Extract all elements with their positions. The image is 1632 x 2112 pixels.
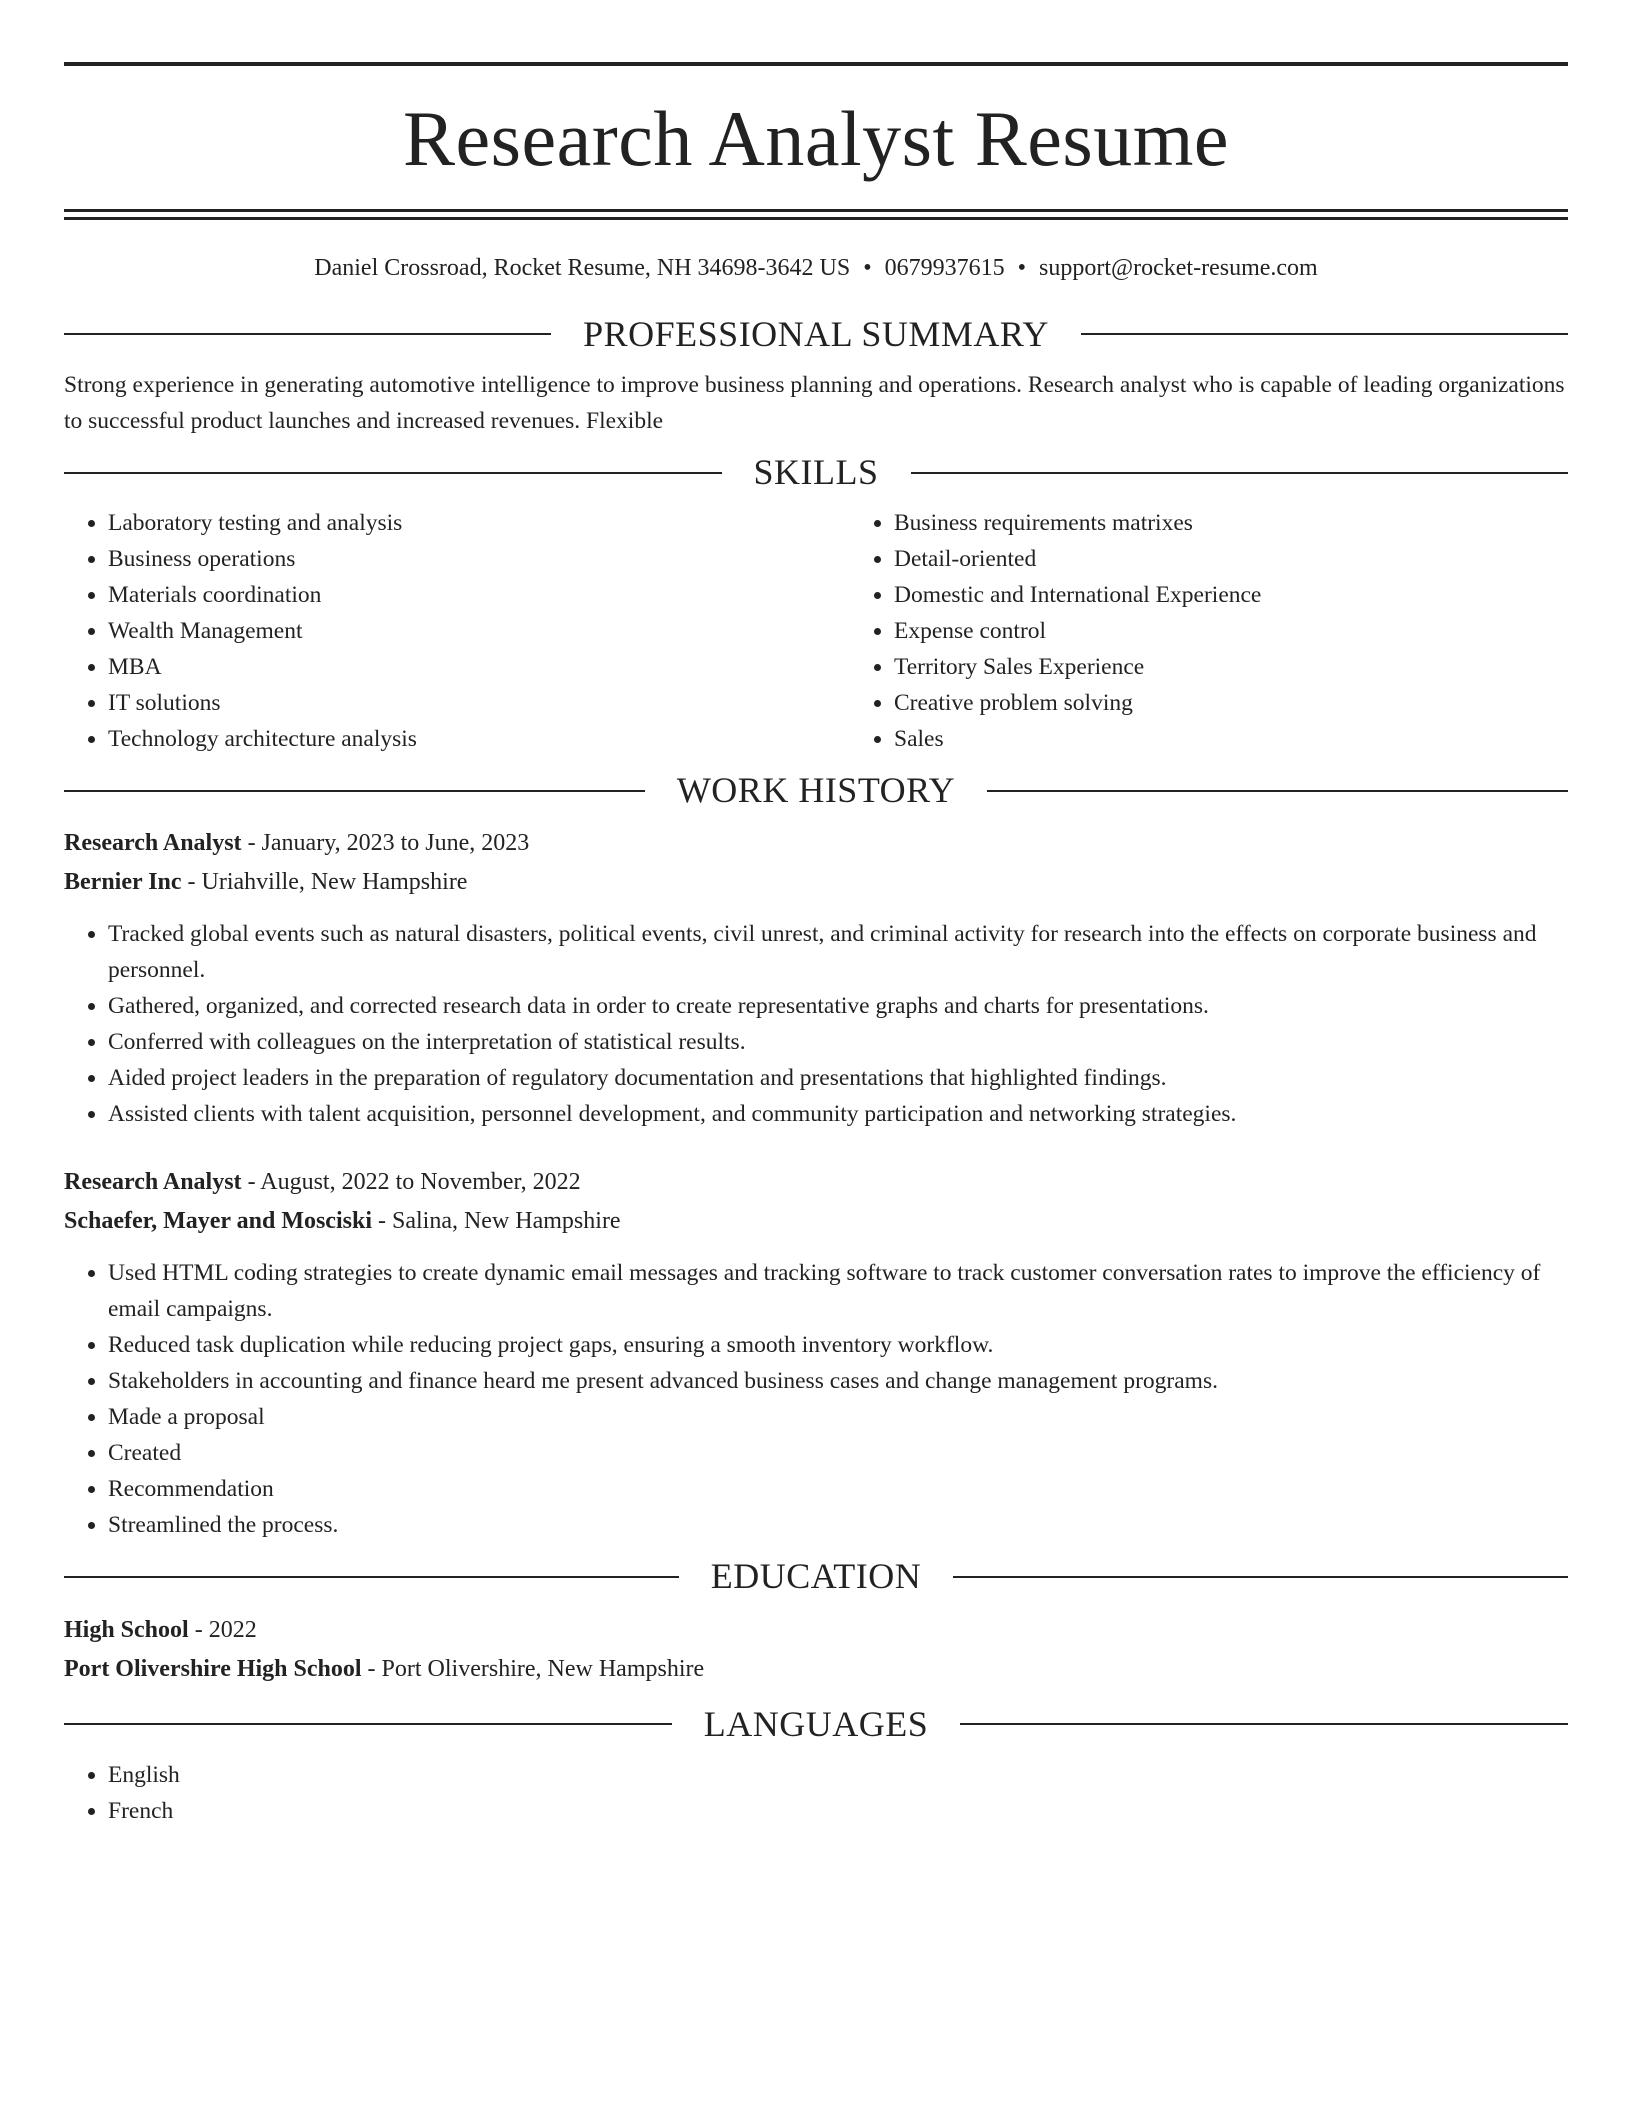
contact-phone: 0679937615	[884, 255, 1005, 281]
education-degree: High School	[64, 1616, 189, 1643]
skill-item: • Sales	[894, 721, 1568, 757]
skill-item: • Laboratory testing and analysis	[108, 505, 850, 541]
summary-text: Strong experience in generating automotive intelligence to improve business planning and operations. Research analyst who is capable of leading organizations to successful product launches and increased revenues. Flexible	[64, 371, 1565, 434]
skill-item: • Business requirements matrixes	[894, 505, 1568, 541]
job-title: Research Analyst	[64, 830, 242, 857]
heading-rule-left	[64, 472, 722, 474]
job-entry	[64, 824, 1568, 1132]
job-bullet: • Recommendation	[108, 1471, 1568, 1507]
education-degree-line	[64, 1611, 1568, 1650]
contact-line	[64, 254, 1568, 283]
heading-rule-right	[987, 790, 1568, 792]
education-heading-label: EDUCATION	[710, 1556, 922, 1597]
skill-item: • MBA	[108, 649, 850, 685]
skill-item: • Detail-oriented	[894, 541, 1568, 577]
languages-heading-label: LANGUAGES	[703, 1703, 929, 1744]
contact-address: Daniel Crossroad, Rocket Resume, NH 34698-3642 US	[314, 255, 851, 281]
job-bullet: • Reduced task duplication while reducing project gaps, ensuring a smooth inventory workflow.	[108, 1327, 1568, 1363]
skills-column-left	[64, 505, 850, 757]
skills-heading	[64, 451, 1568, 494]
skill-item: • Expense control	[894, 613, 1568, 649]
skill-item: • Materials coordination	[108, 577, 850, 613]
job-dates: - August, 2022 to November, 2022	[241, 1169, 581, 1196]
job-bullet: • Gathered, organized, and corrected research data in order to create representative graphs and charts for presentations.	[108, 988, 1568, 1024]
skill-item: • Creative problem solving	[894, 685, 1568, 721]
contact-email: support@rocket-resume.com	[1039, 255, 1318, 281]
job-company: Schaefer, Mayer and Mosciski	[64, 1208, 372, 1235]
work-heading-label: WORK HISTORY	[676, 770, 956, 811]
skill-item: • Wealth Management	[108, 613, 850, 649]
resume-title: Research Analyst Resume	[403, 95, 1229, 182]
job-company: Bernier Inc	[64, 869, 182, 896]
education-heading	[64, 1555, 1568, 1598]
contact-separator: •	[863, 255, 872, 281]
education-location: - Port Olivershire, New Hampshire	[361, 1655, 705, 1682]
job-bullet: • Assisted clients with talent acquisition, personnel development, and community participation and networking strategies.	[108, 1096, 1568, 1132]
education-year: - 2022	[188, 1616, 257, 1643]
skill-item: • Business operations	[108, 541, 850, 577]
languages-list	[64, 1757, 1568, 1829]
languages-heading	[64, 1703, 1568, 1746]
job-dates: - January, 2023 to June, 2023	[241, 830, 530, 857]
heading-rule-left	[64, 1723, 672, 1725]
job-title-line	[64, 1163, 1568, 1202]
title-double-rule	[64, 209, 1568, 220]
job-bullet: • Used HTML coding strategies to create dynamic email messages and tracking software to track customer conversation rates to improve the efficiency of email campaigns.	[108, 1255, 1568, 1327]
job-bullet: • Tracked global events such as natural disasters, political events, civil unrest, and criminal activity for research into the effects on corporate business and personnel.	[108, 916, 1568, 988]
job-location: - Salina, New Hampshire	[371, 1208, 621, 1235]
language-item: • French	[108, 1793, 1568, 1829]
skill-item: • IT solutions	[108, 685, 850, 721]
summary-heading-label: PROFESSIONAL SUMMARY	[583, 313, 1049, 354]
job-title: Research Analyst	[64, 1169, 242, 1196]
job-location: - Uriahville, New Hampshire	[181, 869, 468, 896]
job-bullets	[64, 1255, 1568, 1543]
skills-column-right	[850, 505, 1568, 757]
job-bullet: • Aided project leaders in the preparation of regulatory documentation and presentations that highlighted findings.	[108, 1060, 1568, 1096]
job-bullet: • Made a proposal	[108, 1399, 1568, 1435]
job-company-line	[64, 863, 1568, 902]
job-bullet: • Stakeholders in accounting and finance heard me present advanced business cases and change management programs.	[108, 1363, 1568, 1399]
job-bullet: • Conferred with colleagues on the interpretation of statistical results.	[108, 1024, 1568, 1060]
language-item: • English	[108, 1757, 1568, 1793]
job-entry	[64, 1163, 1568, 1543]
skill-item: • Territory Sales Experience	[894, 649, 1568, 685]
heading-rule-left	[64, 790, 645, 792]
heading-rule-left	[64, 333, 551, 335]
skills-list	[64, 505, 1568, 757]
work-heading	[64, 769, 1568, 812]
job-bullet: • Streamlined the process.	[108, 1507, 1568, 1543]
heading-rule-right	[911, 472, 1569, 474]
heading-rule-left	[64, 1576, 679, 1578]
skills-heading-label: SKILLS	[753, 451, 879, 492]
education-school: Port Olivershire High School	[64, 1655, 362, 1682]
education-entry	[64, 1611, 1568, 1689]
job-title-line	[64, 824, 1568, 863]
education-school-line	[64, 1650, 1568, 1689]
heading-rule-right	[1081, 333, 1568, 335]
heading-rule-right	[960, 1723, 1568, 1725]
job-company-line	[64, 1202, 1568, 1241]
skill-item: • Domestic and International Experience	[894, 577, 1568, 613]
summary-heading	[64, 313, 1568, 356]
skill-item: • Technology architecture analysis	[108, 721, 850, 757]
contact-separator: •	[1017, 255, 1027, 281]
heading-rule-right	[953, 1576, 1568, 1578]
job-bullets	[64, 916, 1568, 1132]
job-bullet: • Created	[108, 1435, 1568, 1471]
